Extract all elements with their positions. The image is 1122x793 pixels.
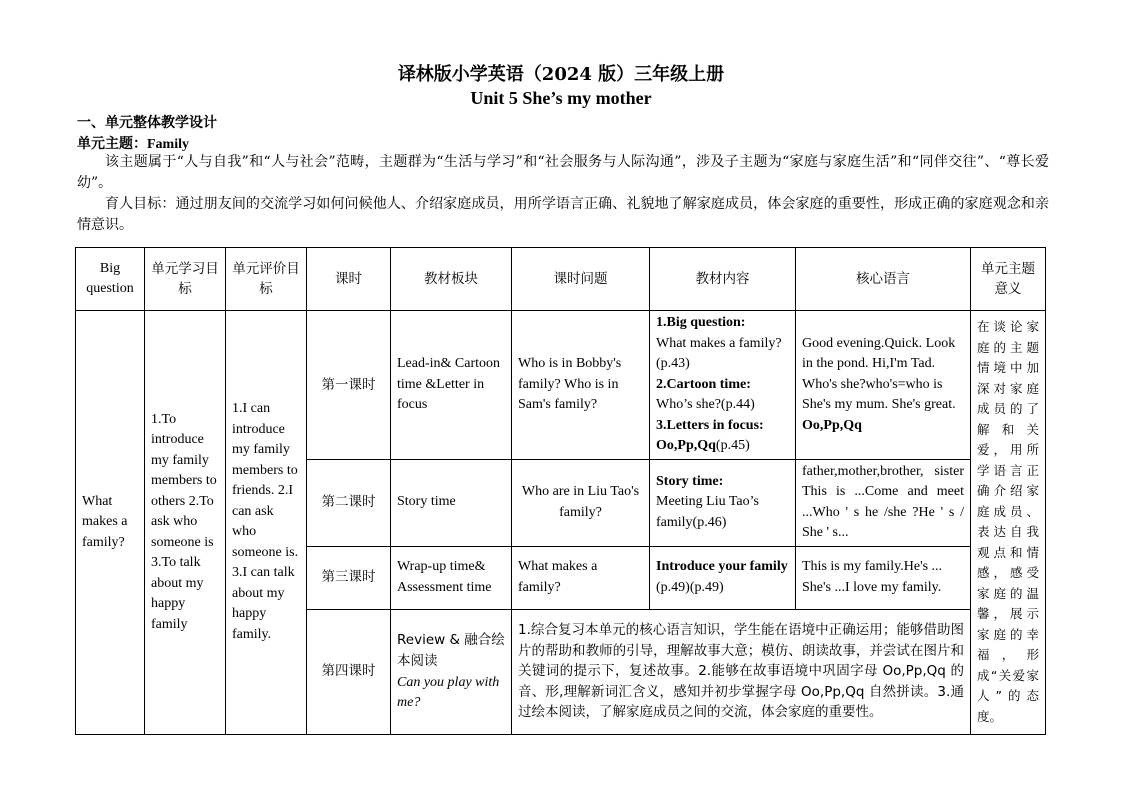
content-cell [650, 311, 796, 460]
content-letters-label: 3.Letters in focus: [656, 417, 764, 433]
core-language-cell [796, 311, 971, 460]
content-cell [650, 459, 796, 546]
learning-goals-cell: 1.To introduce my family members to others 2.To ask who someone is 3.To talk about my happy family [145, 311, 226, 735]
header-content: 教材内容 [650, 248, 796, 311]
header-theme-meaning: 单元主题意义 [971, 248, 1046, 311]
unit-theme [77, 133, 189, 153]
module-picture-book-title: Can you play with me? [397, 674, 500, 710]
content-cartoon-text: Who’s she?(p.44) [656, 397, 755, 412]
question-cell: Who is in Bobby's family? Who is in Sam's family? [512, 311, 650, 460]
big-question-cell: What makes a family? [76, 311, 145, 735]
content-big-question-label: 1.Big question: [656, 315, 746, 330]
theme-description: 该主题属于“人与自我”和“人与社会”范畴，主题群为“生活与学习”和“社会服务与人际沟通”，涉及子主题为“家庭与家庭生活”和“同伴交往”、“尊长爱幼”。 [77, 154, 1049, 191]
header-core-language: 核心语言 [796, 248, 971, 311]
content-cell [650, 546, 796, 609]
module-cell: Story time [391, 459, 512, 546]
header-learning-goal: 单元学习目标 [145, 248, 226, 311]
table-row [76, 311, 1046, 460]
unit-design-table [75, 247, 1046, 735]
table-header-row [76, 248, 1046, 311]
core-language-cell: father,mother,brother, sister This is ...Come and meet ...Who ' s he /she ?He ' s / She ' s... [796, 459, 971, 546]
module-cell: Wrap-up time& Assessment time [391, 546, 512, 609]
lesson-cell: 第一课时 [307, 311, 391, 460]
unit-theme-value: Family [147, 137, 189, 152]
lesson-cell: 第四课时 [307, 609, 391, 734]
header-lesson: 课时 [307, 248, 391, 311]
header-eval-goal: 单元评价目标 [226, 248, 307, 311]
core-language-letters: Oo,Pp,Qq [802, 417, 862, 433]
section-heading: 一、单元整体教学设计 [77, 115, 217, 131]
core-language-cell: This is my family.He's ... She's ...I love my family. [796, 546, 971, 609]
document-title-en: Unit 5 She’s my mother [470, 88, 652, 108]
content-letters-page: (p.45) [715, 438, 750, 453]
question-cell: Who are in Liu Tao's family? [512, 459, 650, 546]
lesson-cell: 第三课时 [307, 546, 391, 609]
education-goal: 育人目标：通过朋友间的交流学习如何问候他人、介绍家庭成员，用所学语言正确、礼貌地了解家庭成员，体会家庭的重要性，形成正确的家庭观念和亲情意识。 [77, 196, 1049, 233]
eval-goals-cell: 1.I can introduce my family members to friends. 2.I can ask who someone is. 3.I can talk about my happy family. [226, 311, 307, 735]
content-intro-label: Introduce your family [656, 559, 788, 574]
lesson4-content-cell: 1.综合复习本单元的核心语言知识，学生能在语境中正确运用；能够借助图片的帮助和教师的引导，理解故事大意；模仿、朗读故事，并尝试在图片和关键词的提示下，复述故事。2.能够在故事语境中巩固字母 Oo,Pp,Qq 的音、形,理解新词汇含义，感知并初步掌握字母 Oo,Pp,Qq 自然拼读。3.通过绘本阅读，了解家庭成员之间的交流，体会家庭的重要性。 [512, 609, 971, 734]
header-big-question: Big question [76, 248, 145, 311]
header-lesson-question: 课时问题 [512, 248, 650, 311]
theme-meaning-cell: 在谈论家庭的主题情境中加深对家庭成员的了解和关爱，用所学语言正确介绍家庭成员、表达自我观点和情感，感受家庭的温馨，展示家庭的幸福，形成“关爱家人”的态度。 [971, 311, 1046, 735]
header-module: 教材板块 [391, 248, 512, 311]
module-cell: Lead-in& Cartoon time &Letter in focus [391, 311, 512, 460]
content-letters-value: Oo,Pp,Qq [656, 438, 716, 453]
content-story-label: Story time: [656, 473, 724, 489]
unit-theme-label: 单元主题： [77, 136, 147, 152]
content-story-text: Meeting Liu Tao’s family(p.46) [656, 494, 759, 530]
content-cartoon-label: 2.Cartoon time: [656, 376, 751, 392]
core-language-text: Good evening.Quick. Look in the pond. Hi,I'm Tad. Who's she?who's=who is She's my mum. She's great. [802, 335, 956, 412]
content-big-question-text: What makes a family?(p.43) [656, 335, 782, 371]
content-intro-text: (p.49)(p.49) [656, 579, 724, 595]
document-title-cn: 译林版小学英语（2024 版）三年级上册 [397, 64, 725, 85]
question-cell: What makes a family? [512, 546, 650, 609]
module-cell [391, 609, 512, 734]
lesson-cell: 第二课时 [307, 459, 391, 546]
module-review-text: Review & 融合绘本阅读 [397, 631, 505, 669]
